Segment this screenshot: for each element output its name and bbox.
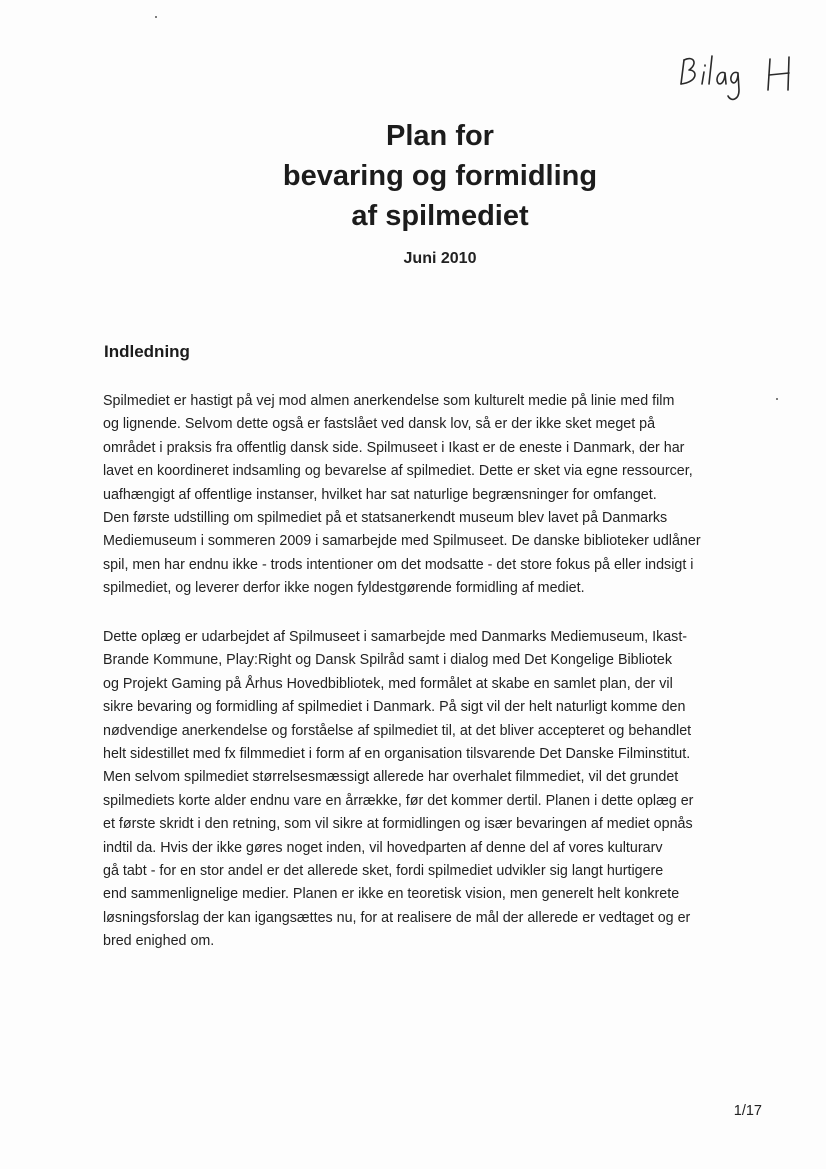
paragraph-line: uafhængigt af offentlige instanser, hvilket har sat naturlige begrænsninger for omfanget. xyxy=(103,486,657,503)
paragraph-line: indtil da. Hvis der ikke gøres noget inden, vil hovedparten af denne del af vores kulturarv xyxy=(103,839,663,856)
section-heading: Indledning xyxy=(104,342,190,361)
paragraph-line: spil, men har endnu ikke - trods intentioner om det modsatte - det store fokus på eller indsigt i xyxy=(103,556,694,573)
document-title-line-1: Plan for xyxy=(386,120,494,152)
body-paragraph-1 xyxy=(103,390,773,601)
document-date: Juni 2010 xyxy=(403,250,477,267)
paragraph-line: lavet en koordineret indsamling og bevarelse af spilmediet. Dette er sket via egne ressourcer, xyxy=(103,463,693,480)
document-title-block xyxy=(0,116,826,268)
page-number: 1/17 xyxy=(733,1103,762,1119)
document-title-line-2: bevaring og formidling xyxy=(282,160,598,192)
handwritten-annotation-drawing xyxy=(676,46,806,110)
paragraph-line: og lignende. Selvom dette også er fastslået ved dansk lov, så er der ikke sket meget på xyxy=(103,416,656,433)
paragraph-line: gå tabt - for en stor andel er det allerede sket, fordi spilmediet udvikler sig langt hurtigere xyxy=(103,863,664,880)
paragraph-line: spilmediet, og leverer derfor ikke nogen fyldestgørende formidling af mediet. xyxy=(103,580,585,597)
paragraph-line: helt sidestillet med fx filmmediet i form af en organisation tilsvarende Det Danske Filminstitut. xyxy=(103,746,691,763)
paragraph-line: Den første udstilling om spilmediet på et statsanerkendt museum blev lavet på Danmarks xyxy=(103,510,668,527)
paragraph-line: spilmediets korte alder endnu vare en årrække, før det kommer dertil. Planen i dette oplæg er xyxy=(103,792,694,809)
paragraph-line: nødvendige anerkendelse og forståelse af spilmediet til, at det bliver accepteret og behandlet xyxy=(103,722,692,739)
paragraph-line: området i praksis fra offentlig dansk side. Spilmuseet i Ikast er de eneste i Danmark, der har xyxy=(103,439,685,456)
paragraph-line: løsningsforslag der kan igangsættes nu, for at realisere de mål der allerede er vedtaget og er xyxy=(103,909,691,926)
scan-speck xyxy=(155,16,157,18)
paragraph-line: sikre bevaring og formidling af spilmediet i Danmark. På sigt vil der helt naturligt komme den xyxy=(103,699,686,716)
paragraph-line: end sammenlignelige medier. Planen er ikke en teoretisk vision, men generelt helt konkrete xyxy=(103,886,680,903)
body-paragraph-2 xyxy=(103,626,773,954)
paragraph-line: Men selvom spilmediet størrelsesmæssigt allerede har overhalet filmmediet, vil det grundet xyxy=(103,769,679,786)
paragraph-line: Dette oplæg er udarbejdet af Spilmuseet i samarbejde med Danmarks Mediemuseum, Ikast- xyxy=(103,629,688,645)
handwritten-annotation xyxy=(676,46,806,110)
paragraph-line: Spilmediet er hastigt på vej mod almen anerkendelse som kulturelt medie på linie med film xyxy=(103,393,675,409)
document-title-line-3: af spilmediet xyxy=(351,200,529,232)
paragraph-line: et første skridt i den retning, som vil sikre at formidlingen og især bevaringen af mediet opnås xyxy=(103,816,693,833)
paragraph-line: bred enighed om. xyxy=(103,933,215,950)
paragraph-line: og Projekt Gaming på Århus Hovedbibliotek, med formålet at skabe en samlet plan, der vil xyxy=(103,675,673,692)
paragraph-line: Mediemuseum i sommeren 2009 i samarbejde med Spilmuseet. De danske biblioteker udlåner xyxy=(103,533,701,550)
paragraph-line: Brande Kommune, Play:Right og Dansk Spilråd samt i dialog med Det Kongelige Bibliotek xyxy=(103,652,672,669)
scan-speck xyxy=(776,398,778,400)
